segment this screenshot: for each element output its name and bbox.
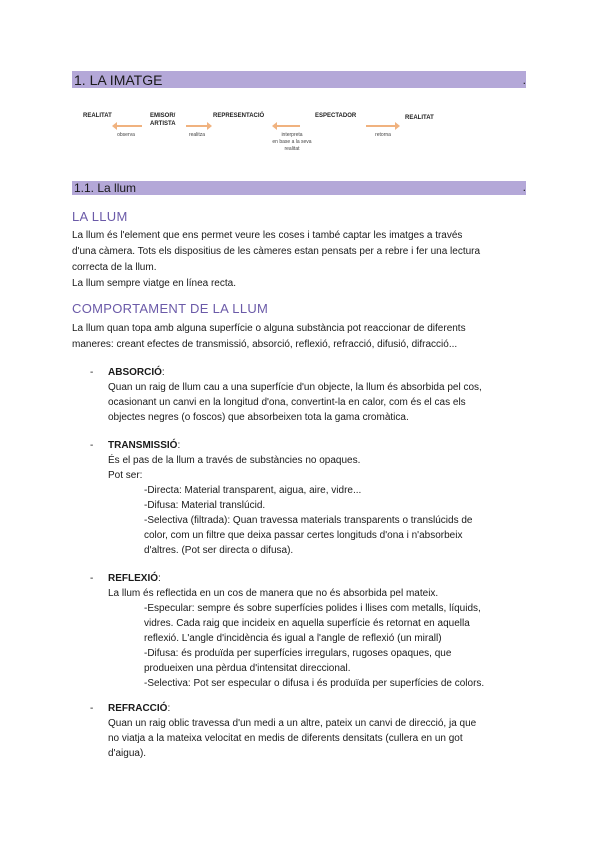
- diagram-label-observa: observa: [117, 132, 135, 138]
- list-item-reflexio: - REFLEXIÓ: La llum és reflectida en un cos de manera que no és absorbida pel mateix. -Especular: sempre és sobre superfícies polides i llises com metalls, líquids, vidres. Cada raig que incideix en aquella superfície és retornat en aquella reflexió. L'angle d'incidència és igual a l'angle de reflexió (un mirall) -Difusa: és produïda per superfícies irregulars, rugoses opaques, que produeixen una pèrdua d'intensitat direccional. -Selectiva: Pot ser especular o difusa i és produïda per superfícies de colors.: [108, 571, 528, 691]
- heading-1-bar: [72, 71, 526, 88]
- diagram-node-realitat: REALITAT: [83, 113, 112, 119]
- list-item-transmissio: - TRANSMISSIÓ: És el pas de la llum a través de substàncies no opaques. Pot ser: -Directa: Material transparent, aigua, aire, vidre... -Difusa: Material translúcid. -Selectiva (filtrada): Quan travessa materials transparents o translúcids de color, com un filtre que deixa passar certes longituds d'ona i n'absorbeix d'altres. (Pot ser directa o difusa).: [108, 438, 528, 558]
- diagram-label-realitat: realitat: [284, 146, 300, 152]
- item-title: REFRACCIÓ: [108, 703, 168, 714]
- sub-line: vidres. Cada raig que incideix en aquella superfície és retornat en aquella: [144, 618, 470, 629]
- text-line: És el pas de la llum a través de substàncies no opaques.: [108, 455, 361, 466]
- list-item-refraccio: - REFRACCIÓ: Quan un raig oblic travessa d'un medi a un altre, pateix un canvi de direcció, ja que no viatja a la mateixa velocitat en medis de diferents densitats (cullera en un got d'aigua).: [108, 701, 528, 761]
- text-line: La llum és reflectida en un cos de manera que no és absorbida pel mateix.: [108, 588, 439, 599]
- text-line: Pot ser:: [108, 470, 143, 481]
- heading-2-dot: .: [522, 180, 526, 194]
- sub-line: produeixen una pèrdua d'intensitat direccional.: [144, 663, 351, 674]
- bullet-dash: -: [90, 440, 94, 451]
- section-title-la-llum: LA LLUM: [72, 209, 128, 224]
- sub-line: color, com un filtre que deixa passar certes longituds d'ona i n'absorbeix: [144, 530, 463, 541]
- text-line: maneres: creant efectes de transmissió, absorció, reflexió, refracció, difusió, difracció...: [72, 339, 458, 350]
- bullet-dash: -: [90, 703, 94, 714]
- sub-line: -Difusa: Material translúcid.: [144, 500, 266, 511]
- diagram-label-en-base: en base a la seva: [272, 139, 312, 145]
- sub-line: -Selectiva (filtrada): Quan travessa materials transparents o translúcids de: [144, 515, 473, 526]
- list-item-absorcio: - ABSORCIÓ: Quan un raig de llum cau a una superfície d'un objecte, la llum és absorbida pel cos, ocasionant un canvi en la longitud d'ona, convertint-la en calor, com és el cas els objectes negres (o foscos) que absorbeixen tota la gama cromàtica.: [108, 365, 528, 425]
- text-line: La llum sempre viatge en línea recta.: [72, 278, 236, 289]
- diagram-node-espectador: ESPECTADOR: [315, 113, 357, 119]
- diagram-label-realitza: realitza: [188, 132, 206, 138]
- heading-1: 1. LA IMATGE: [74, 71, 163, 88]
- sub-line: -Especular: sempre és sobre superfícies polides i llises com metalls, líquids,: [144, 603, 481, 614]
- sub-line: reflexió. L'angle d'incidència és igual a l'angle de reflexió (un mirall): [144, 633, 442, 644]
- section-title-comportament: COMPORTAMENT DE LA LLUM: [72, 301, 269, 316]
- heading-2: 1.1. La llum: [74, 181, 137, 195]
- sub-line: -Difusa: és produïda per superfícies irregulars, rugoses opaques, que: [144, 648, 452, 659]
- sub-line: -Directa: Material transparent, aigua, aire, vidre...: [144, 485, 362, 496]
- text-line: Quan un raig de llum cau a una superfície d'un objecte, la llum és absorbida pel cos,: [108, 382, 482, 393]
- heading-2-bar: [72, 181, 526, 195]
- diagram-arrow-left-2: [276, 125, 300, 127]
- diagram-node-representacio: REPRESENTACIÓ: [213, 113, 265, 119]
- section-la-llum-text: [72, 228, 528, 292]
- diagram-arrow-right-2: [366, 125, 396, 127]
- item-title: REFLEXIÓ: [108, 573, 159, 584]
- text-line: d'una càmera. Tots els dispositius de les càmeres estan pensats per a rebre i fer una lectura: [72, 246, 481, 257]
- sub-line: -Selectiva: Pot ser especular o difusa i és produïda per superfícies de colors.: [144, 678, 485, 689]
- diagram-label-retorna: retorna: [375, 132, 391, 138]
- diagram-node-realitat-2: REALITAT: [405, 115, 434, 121]
- text-line: La llum quan topa amb alguna superfície o alguna substància pot reaccionar de diferents: [72, 323, 466, 334]
- diagram-label-interpreta: interpreta: [281, 132, 303, 138]
- text-line: Quan un raig oblic travessa d'un medi a un altre, pateix un canvi de direcció, ja que: [108, 718, 477, 729]
- diagram-arrow-left-1: [116, 125, 142, 127]
- text-line: no viatja a la mateixa velocitat en medis de diferents densitats (cullera en un got: [108, 733, 463, 744]
- item-title: ABSORCIÓ: [108, 367, 162, 378]
- text-line: ocasionant un canvi en la longitud d'ona, convertint-la en calor, com és el cas els: [108, 397, 466, 408]
- bullet-dash: -: [90, 573, 94, 584]
- heading-1-dot: .: [522, 73, 526, 87]
- diagram-arrow-right-1: [186, 125, 208, 127]
- diagram-node-emisor: EMISOR/: [150, 113, 176, 119]
- text-line: La llum és l'element que ens permet veure les coses i també captar les imatges a través: [72, 230, 463, 241]
- bullet-dash: -: [90, 367, 94, 378]
- text-line: d'aigua).: [108, 748, 147, 759]
- sub-line: d'altres. (Pot ser directa o difusa).: [144, 545, 294, 556]
- item-title: TRANSMISSIÓ: [108, 440, 178, 451]
- text-line: correcta de la llum.: [72, 262, 157, 273]
- text-line: objectes negres (o foscos) que absorbeixen tota la gama cromàtica.: [108, 412, 409, 423]
- diagram-node-artista: ARTISTA: [150, 121, 176, 127]
- section-comportament-text: [72, 321, 528, 353]
